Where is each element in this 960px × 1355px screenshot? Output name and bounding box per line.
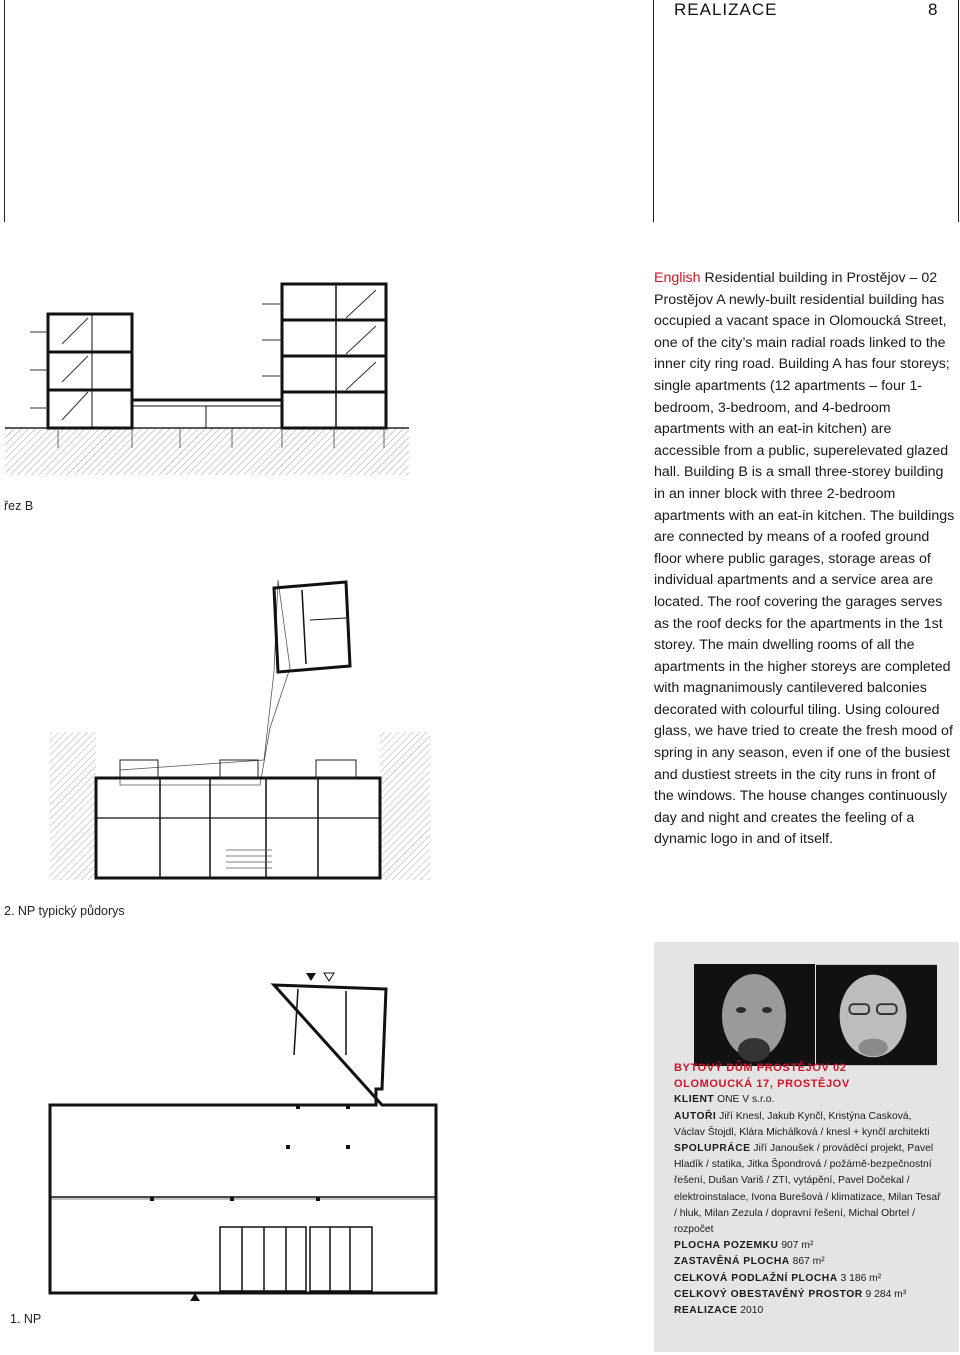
author-photo-1 bbox=[694, 964, 815, 1066]
floor2-caption: 2. NP typický půdorys bbox=[4, 904, 125, 918]
header-left-rule bbox=[653, 0, 654, 222]
floor1-caption: 1. NP bbox=[10, 1312, 42, 1326]
completion-row: REALIZACE 2010 bbox=[674, 1305, 764, 1317]
project-info-box bbox=[654, 942, 959, 1352]
article-headline: Residential building in Prostějov – 02 Prostějov bbox=[654, 270, 938, 308]
section-drawing bbox=[0, 280, 420, 480]
left-margin-rule bbox=[4, 0, 5, 222]
floor1-plan bbox=[30, 965, 450, 1310]
collaboration-row: SPOLUPRÁCE Jiří Janoušek / prováděcí projekt, Pavel Hladík / statika, Jitka Špondrová / požárně-bezpečnostní řešení, Dušan Variš / ZTI, vytápění, Pavel Dočekal / elektroinstalace, Ivona Burešová / klimatizace, Milan Tesař / hluk, Milan Zezula / dopravní řešení, Michal Obrtel / rozpočet bbox=[674, 1143, 941, 1236]
project-info bbox=[674, 1060, 944, 1319]
article-body: A newly-built residential building has occupied a vacant space in Olomoucká Street, one of the city’s main radial roads linked to the inner city ring road. Building A has four storeys; single apartments (12 apartments – four 1-bedroom, 3-bedroom, and 4-bedroom apartments with an eat-in kitchen) are accessible from a public, superelevated glazed hall. Building B is a small three-storey building in an inner block with three 2-bedroom apartments with an eat-in kitchen. The buildings are connected by means of a roofed ground floor where public garages, storage areas of individual apartments and a service area are located. The roof covering the garages serves as the roof decks for the apartments in the 1st storey. The main dwelling rooms of all the apartments in the higher storeys are completed with magnanimously cantilevered balconies decorated with colourful tiling. Using coloured glass, we have tried to create the fresh mood of spring in any season, even if one of the busiest and dustiest streets in the city runs in front of the windows. The house changes continuously day and night and creates the feeling of a dynamic logo in and of itself. bbox=[654, 291, 955, 848]
client-row: KLIENT ONE V s.r.o. bbox=[674, 1094, 775, 1106]
project-address: OLOMOUCKÁ 17, PROSTĚJOV bbox=[674, 1078, 850, 1091]
built-area-row: ZASTAVĚNÁ PLOCHA 867 m² bbox=[674, 1256, 825, 1268]
authors-row: AUTOŘI Jiří Knesl, Jakub Kynčl, Kristýna Casková, Václav Štojdl, Klára Michálková / knesl + kynčl architekti bbox=[674, 1110, 930, 1138]
project-name: BYTOVÝ DŮM PROSTĚJOV 02 bbox=[674, 1062, 847, 1074]
author-photo-2 bbox=[816, 964, 937, 1066]
article-language: English bbox=[654, 270, 701, 286]
article-english bbox=[654, 268, 958, 851]
volume-row: CELKOVÝ OBESTAVĚNÝ PROSTOR 9 284 m³ bbox=[674, 1288, 907, 1300]
plot-area-row: PLOCHA POZEMKU 907 m² bbox=[674, 1240, 814, 1252]
section-caption: řez B bbox=[4, 499, 34, 513]
page-number: 8 bbox=[928, 0, 938, 19]
section-title: REALIZACE bbox=[674, 0, 778, 19]
floor2-plan bbox=[40, 560, 440, 890]
header-right-rule bbox=[958, 0, 959, 222]
floor-area-row: CELKOVÁ PODLAŽNÍ PLOCHA 3 186 m² bbox=[674, 1272, 882, 1284]
